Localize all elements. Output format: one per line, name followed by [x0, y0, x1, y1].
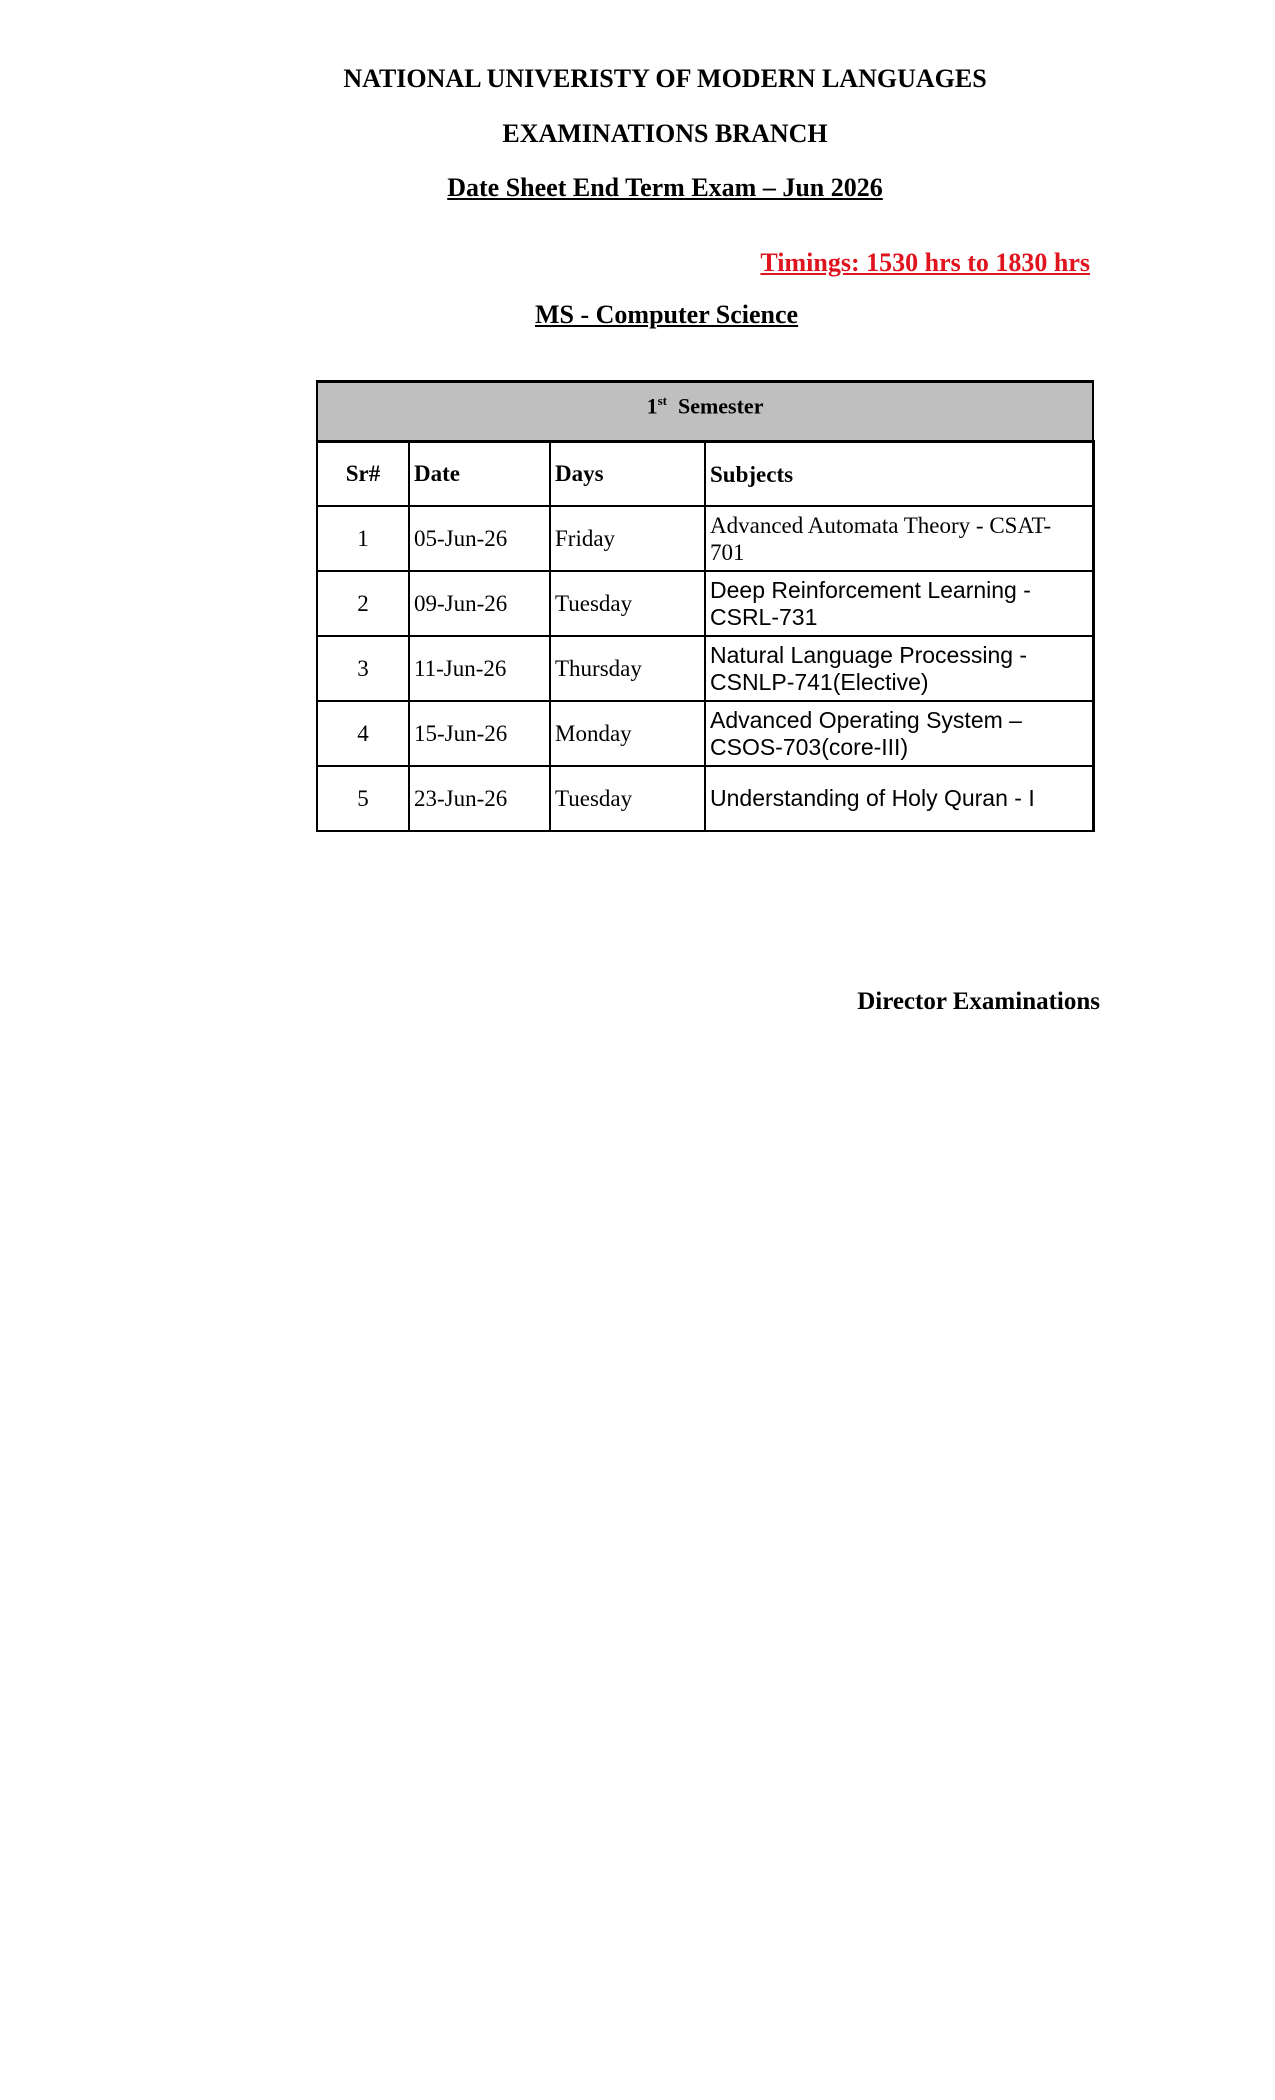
cell-subject: Natural Language Processing - CSNLP-741(Elective)	[705, 636, 1093, 701]
semester-label	[317, 382, 1093, 442]
cell-date: 23-Jun-26	[409, 766, 550, 831]
cell-subject: Advanced Automata Theory - CSAT-701	[705, 506, 1093, 571]
cell-date: 11-Jun-26	[409, 636, 550, 701]
table-row	[317, 701, 1093, 766]
cell-day: Tuesday	[550, 766, 705, 831]
datesheet-title: Date Sheet End Term Exam – Jun 2026	[447, 173, 883, 202]
branch-title: EXAMINATIONS BRANCH	[502, 119, 828, 148]
semester-suffix: st	[657, 393, 667, 408]
cell-subject: Advanced Operating System – CSOS-703(core-III)	[705, 701, 1093, 766]
cell-subject: Deep Reinforcement Learning - CSRL-731	[705, 571, 1093, 636]
cell-day: Monday	[550, 701, 705, 766]
cell-sr: 5	[317, 766, 409, 831]
cell-day: Friday	[550, 506, 705, 571]
cell-sr: 2	[317, 571, 409, 636]
cell-sr: 4	[317, 701, 409, 766]
header-date: Date	[409, 442, 550, 507]
cell-subject: Understanding of Holy Quran - I	[705, 766, 1093, 831]
cell-sr: 3	[317, 636, 409, 701]
column-header-row	[317, 442, 1093, 507]
cell-sr: 1	[317, 506, 409, 571]
header-days: Days	[550, 442, 705, 507]
cell-date: 05-Jun-26	[409, 506, 550, 571]
table-row	[317, 506, 1093, 571]
table-row	[317, 636, 1093, 701]
director-signatory: Director Examinations	[857, 988, 1100, 1015]
semester-word: Semester	[677, 393, 764, 419]
table-row	[317, 766, 1093, 831]
semester-header-row	[317, 382, 1093, 442]
header-subjects: Subjects	[705, 442, 1093, 507]
header-sr: Sr#	[317, 442, 409, 507]
university-title: NATIONAL UNIVERISTY OF MODERN LANGUAGES	[343, 64, 987, 93]
table-row	[317, 571, 1093, 636]
cell-day: Thursday	[550, 636, 705, 701]
program-title: MS - Computer Science	[535, 300, 799, 329]
cell-date: 15-Jun-26	[409, 701, 550, 766]
exam-timings: Timings: 1530 hrs to 1830 hrs	[760, 248, 1090, 277]
cell-day: Tuesday	[550, 571, 705, 636]
semester-number: 1	[646, 393, 658, 419]
cell-date: 09-Jun-26	[409, 571, 550, 636]
datesheet-table	[316, 380, 1095, 832]
